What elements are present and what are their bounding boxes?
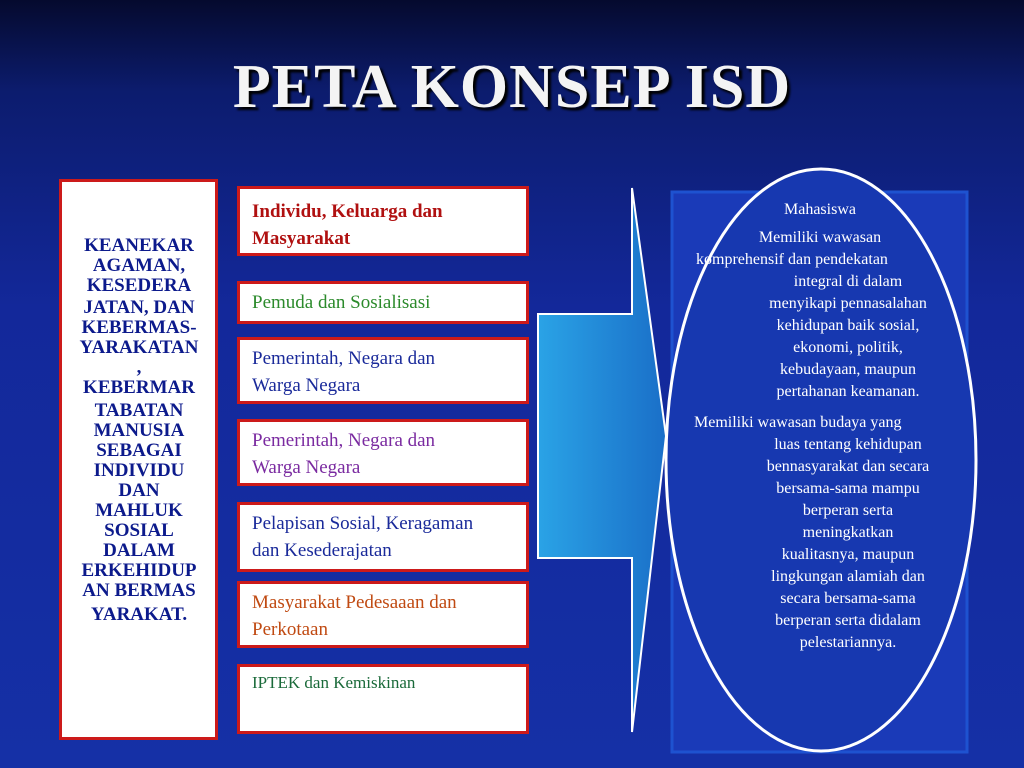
- outcome-line: kebudayaan, maupun: [780, 361, 916, 378]
- main-concept-line: TABATAN: [94, 400, 184, 421]
- topic-line: Pelapisan Sosial, Keragaman: [252, 513, 474, 534]
- main-concept-line: KESEDERA: [86, 275, 192, 296]
- topic-box-masyarakat: [237, 581, 529, 648]
- main-concept-line: MANUSIA: [93, 420, 185, 441]
- outcome-line: Memiliki wawasan budaya yang: [694, 414, 902, 431]
- outcome-paragraph-1: [682, 227, 958, 403]
- slide-title: PETA KONSEP ISD: [232, 53, 792, 121]
- main-concept-line: KEBERMAR: [83, 377, 195, 398]
- outcome-line: pertahanan keamanan.: [776, 383, 920, 400]
- outcome-line: komprehensif dan pendekatan: [696, 251, 888, 268]
- outcome-line: bersama-sama mampu: [776, 480, 920, 497]
- main-concept-line: YARAKAT.: [90, 604, 188, 625]
- topic-line: Warga Negara: [252, 457, 361, 478]
- outcome-line: berperan serta: [802, 502, 894, 519]
- main-concept-line: KEANEKAR: [84, 235, 194, 256]
- main-concept-line: YARAKATAN: [79, 337, 199, 358]
- topic-line: Individu, Keluarga dan: [252, 201, 443, 222]
- outcome-line: Memiliki wawasan: [758, 229, 882, 246]
- main-concept-line: AN BERMAS: [82, 580, 196, 601]
- main-concept-line: JATAN, DAN: [83, 297, 195, 318]
- topic-box-pemerintah-2: [237, 419, 529, 486]
- outcome-line: pelestariannya.: [799, 634, 897, 651]
- outcome-line: kehidupan baik sosial,: [776, 317, 920, 334]
- outcome-line: bennasyarakat dan secara: [766, 458, 930, 475]
- main-concept-line: AGAMAN,: [92, 255, 186, 276]
- topic-box-pemuda: [237, 281, 529, 324]
- main-concept-line: INDIVIDU: [93, 460, 185, 481]
- topic-line: Masyarakat Pedesaaan dan: [252, 592, 457, 613]
- outcome-line: meningkatkan: [802, 524, 894, 541]
- topic-line: Perkotaan: [252, 619, 328, 640]
- outcome-line: kualitasnya, maupun: [781, 546, 915, 563]
- outcome-line: lingkungan alamiah dan: [771, 568, 925, 585]
- main-concept-line: ERKEHIDUP: [81, 560, 197, 581]
- main-concept-line: DAN: [118, 480, 160, 501]
- main-concept-line: KEBERMAS-: [81, 317, 197, 338]
- topic-line: Pemerintah, Negara dan: [252, 430, 436, 451]
- topic-box-pemerintah-1: [237, 337, 529, 404]
- topic-line: Pemuda dan Sosialisasi: [252, 292, 431, 313]
- main-concept-line: MAHLUK: [95, 500, 183, 521]
- outcome-paragraph-2: [682, 412, 958, 654]
- topic-line: Pemerintah, Negara dan: [252, 348, 436, 369]
- outcome-line: ekonomi, politik,: [793, 339, 903, 356]
- topic-line: dan Kesederajatan: [252, 540, 392, 561]
- topic-line: Masyarakat: [252, 228, 351, 249]
- topic-box-iptek: [237, 664, 529, 734]
- main-concept-line: ,: [136, 357, 142, 378]
- outcome-line: luas tentang kehidupan: [774, 436, 922, 453]
- main-concept-line: SOSIAL: [104, 520, 174, 541]
- outcome-line: berperan serta didalam: [775, 612, 921, 629]
- outcome-line: secara bersama-sama: [780, 590, 916, 607]
- main-concept-line: DALAM: [103, 540, 175, 561]
- main-concept-line: SEBAGAI: [96, 440, 182, 461]
- outcome-heading: Mahasiswa: [784, 201, 856, 218]
- arrow-shape: [536, 186, 668, 736]
- outcome-line: menyikapi pennasalahan: [769, 295, 927, 312]
- main-concept-text: [66, 236, 212, 625]
- topic-line: Warga Negara: [252, 375, 361, 396]
- outcome-line: integral di dalam: [793, 273, 903, 290]
- topic-box-pelapisan: [237, 502, 529, 572]
- topic-line: IPTEK dan Kemiskinan: [252, 673, 416, 692]
- topic-box-individu: [237, 186, 529, 256]
